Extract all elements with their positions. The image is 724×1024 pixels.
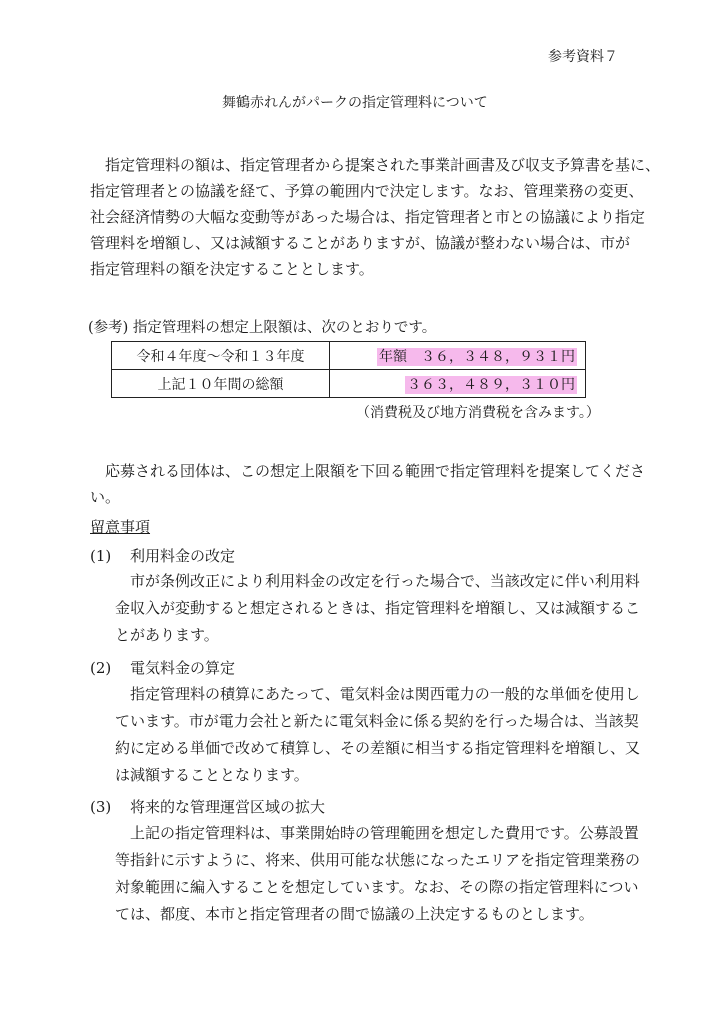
limit-value-total: ３６３，４８９，３１０円 bbox=[407, 376, 575, 393]
item-title: 将来的な管理運営区域の拡大 bbox=[130, 798, 326, 816]
tax-note: （消費税及び地方消費税を含みます。） bbox=[356, 405, 600, 421]
intro-line: 管理料を増額し、又は減額することがありますが、協議が整わない場合は、市が bbox=[90, 234, 631, 252]
limit-note: (参考) 指定管理料の想定上限額は、次のとおりです。 bbox=[88, 320, 437, 336]
intro-line: 指定管理者との協議を経て、予算の範囲内で決定します。なお、管理業務の変更、 bbox=[90, 182, 644, 200]
item-body bbox=[115, 681, 640, 789]
item-line: 指定管理料の積算にあたって、電気料金は関西電力の一般的な単価を使用し bbox=[115, 685, 640, 703]
document-title: 舞鶴赤れんがパークの指定管理料について bbox=[222, 95, 488, 111]
item-body bbox=[115, 820, 640, 928]
limit-label-annual: 令和４年度～令和１３年度 bbox=[112, 342, 330, 370]
item-line: 上記の指定管理料は、事業開始時の管理範囲を想定した費用です。公募設置 bbox=[115, 824, 639, 842]
item-line: 金収入が変動すると想定されるときは、指定管理料を増額し、又は減額するこ bbox=[115, 599, 641, 617]
limit-table bbox=[111, 341, 586, 398]
proposal-paragraph bbox=[90, 458, 645, 510]
item-body bbox=[115, 568, 640, 649]
proposal-line: い。 bbox=[90, 488, 121, 506]
item-line: は減額することとなります。 bbox=[115, 766, 309, 784]
item-title: 電気料金の算定 bbox=[130, 659, 236, 677]
item-title: 利用料金の改定 bbox=[130, 547, 236, 565]
limit-value-annual: 年額 ３６，３４８，９３１円 bbox=[379, 348, 575, 365]
item-line: 等指針に示すように、将来、供用可能な状態になったエリアを指定管理業務の bbox=[115, 851, 641, 869]
item-number: (3) bbox=[90, 798, 112, 816]
table-row bbox=[112, 342, 586, 370]
item-line: ています。市が電力会社と新たに電気料金に係る契約を行った場合は、当該契 bbox=[115, 712, 639, 730]
item-number: (1) bbox=[90, 547, 112, 565]
intro-line: 指定管理料の額は、指定管理者から提案された事業計画書及び収支予算書を基に、 bbox=[90, 156, 661, 174]
item-line: 約に定める単価で改めて積算し、その差額に相当する指定管理料を増額し、又 bbox=[115, 739, 641, 757]
item-line: ては、都度、本市と指定管理者の間で協議の上決定するものとします。 bbox=[115, 905, 594, 923]
proposal-line: 応募される団体は、この想定上限額を下回る範囲で指定管理料を提案してくださ bbox=[90, 462, 646, 480]
intro-line: 指定管理料の額を決定することとします。 bbox=[90, 260, 374, 278]
item-line: 対象範囲に編入することを想定しています。なお、その際の指定管理料につい bbox=[115, 878, 639, 896]
item-line: 市が条例改正により利用料金の改定を行った場合で、当該改定に伴い利用料 bbox=[115, 572, 640, 590]
item-heading bbox=[90, 545, 235, 566]
item-heading bbox=[90, 796, 325, 817]
intro-paragraph bbox=[90, 152, 660, 282]
notes-heading: 留意事項 bbox=[90, 518, 151, 536]
item-line: とがあります。 bbox=[115, 626, 219, 644]
intro-line: 社会経済情勢の大幅な変動等があった場合は、指定管理者と市との協議により指定 bbox=[90, 208, 645, 226]
limit-label-total: 上記１０年間の総額 bbox=[112, 370, 330, 398]
table-row bbox=[112, 370, 586, 398]
item-number: (2) bbox=[90, 659, 112, 677]
item-heading bbox=[90, 657, 235, 678]
reference-label: 参考資料７ bbox=[548, 49, 618, 65]
